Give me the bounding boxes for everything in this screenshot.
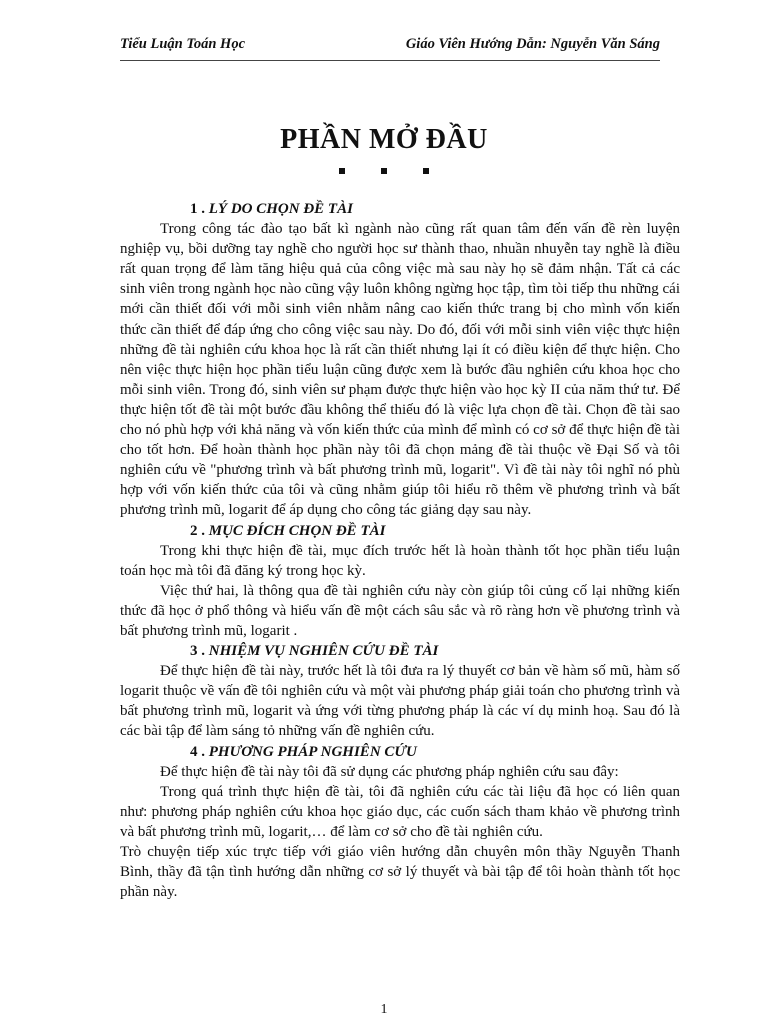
section-number: 2 .: [190, 522, 205, 539]
header-right-text: Giáo Viên Hướng Dẫn: Nguyễn Văn Sáng: [405, 36, 660, 52]
section-title: NHIỆM VỤ NGHIÊN CỨU ĐỀ TÀI: [208, 643, 439, 660]
paragraph: Trong quá trình thực hiện đề tài, tôi đã nghiên cứu các tài liệu đã học có liên quan như: phương pháp nghiên cứu khoa học giáo dục, các cuốn sách tham khảo về phương trình và bất phương trình mũ, logarit,… để làm cơ sở cho đề tài nghiên cứu.: [120, 783, 680, 840]
page-title: PHẦN MỞ ĐẦU: [280, 124, 488, 155]
paragraph: Trong công tác đào tạo bất kì ngành nào cũng rất quan tâm đến vấn đề rèn luyện nghiệp vụ, bồi dưỡng tay nghề cho người học sư thành thao, nhuần nhuyễn tay nghề là điều rất quan trọng để làm tăng hiệu quả của công việc mà sau này họ sẽ đảm nhận. Tất cả các sinh viên trong ngành học nào cũng vậy luôn không ngừng học tập, tìm tòi tiếp thu những cái mới cần thiết đối với mỗi sinh viên nhằm nâng cao kiến thức trang bị cho mình vốn kiến thức cần thiết để đáp ứng cho công việc sau này. Do đó, đối với mỗi sinh viên việc thực hiện những đề tài nghiên cứu khoa học là rất cần thiết nhưng lại ít có điều kiện để thực hiện. Cho nên việc thực hiện học phần tiểu luận cũng được xem là bước đầu nghiên cứu khoa học cho mỗi sinh viên. Trong đó, sinh viên sư phạm được thực hiện vào học kỳ II của năm thứ tư. Để thực hiện tốt đề tài một bước đầu không thể thiếu đó là việc lựa chọn đề tài. Chọn đề tài sao cho nó phù hợp với khả năng và vốn kiến thức của mình để mình có cơ sở để thực hiện đề tài cho tốt hơn. Để hoàn thành học phần này tôi đã chọn mảng đề tài thuộc về Đại Số và tôi nghiên cứu về "phương trình và bất phương trình mũ, logarit". Vì đề tài này tôi nghĩ nó phù hợp với vốn kiến thức của tôi và cũng nhằm giúp tôi hiểu rõ thêm về phương trình và bất phương trình mũ, logarit để áp dụng cho công tác giảng dạy sau này.: [120, 221, 680, 519]
section-title: MỤC ĐÍCH CHỌN ĐỀ TÀI: [208, 522, 386, 539]
section-heading-4: [120, 742, 680, 762]
ornament-square: [423, 168, 429, 174]
section-number: 4 .: [190, 743, 205, 760]
header-left-text: Tiểu Luận Toán Học: [120, 36, 246, 52]
paragraph: Trong khi thực hiện đề tài, mục đích trước hết là hoàn thành tốt học phần tiểu luận toán học mà tôi đã đăng ký trong học kỳ.: [120, 542, 680, 579]
paragraph: Trò chuyện tiếp xúc trực tiếp với giáo viên hướng dẫn chuyên môn thầy Nguyễn Thanh Bình, thầy đã tận tình hướng dẫn những cơ sở lý thuyết và bài tập để tôi hoàn thành tốt học phần này.: [120, 844, 680, 901]
section-number: 1 .: [190, 201, 205, 217]
document-body: [120, 199, 680, 902]
ornament-square: [339, 168, 345, 174]
ornament-square: [381, 168, 387, 174]
section-title: LÝ DO CHỌN ĐỀ TÀI: [208, 201, 353, 217]
paragraph: Việc thứ hai, là thông qua đề tài nghiên cứu này còn giúp tôi củng cố lại những kiến thức đã học ở phổ thông và hiểu vấn đề một cách sâu sắc và rõ ràng hơn về phương trình và bất phương trình mũ, logarit .: [120, 582, 680, 639]
page-header: [120, 36, 660, 61]
section-heading-2: [120, 521, 680, 541]
page-number: 1: [380, 1002, 388, 1017]
title-ornament: [0, 168, 768, 174]
section-heading-1: [120, 199, 680, 219]
section-heading-3: [120, 641, 680, 661]
paragraph: Để thực hiện đề tài này, trước hết là tôi đưa ra lý thuyết cơ bản về hàm số mũ, hàm số logarit thuộc về vấn đề tôi nghiên cứu và một vài phương pháp giải toán cho phương trình và bất phương trình mũ, logarit và ứng với từng phương pháp là các ví dụ minh hoạ. Sau đó là các bài tập để làm sáng tỏ những vấn đề nghiên cứu.: [120, 663, 680, 740]
paragraph: Để thực hiện đề tài này tôi đã sử dụng các phương pháp nghiên cứu sau đây:: [160, 763, 619, 780]
section-title: PHƯƠNG PHÁP NGHIÊN CỨU: [208, 743, 417, 760]
section-number: 3 .: [190, 643, 205, 660]
